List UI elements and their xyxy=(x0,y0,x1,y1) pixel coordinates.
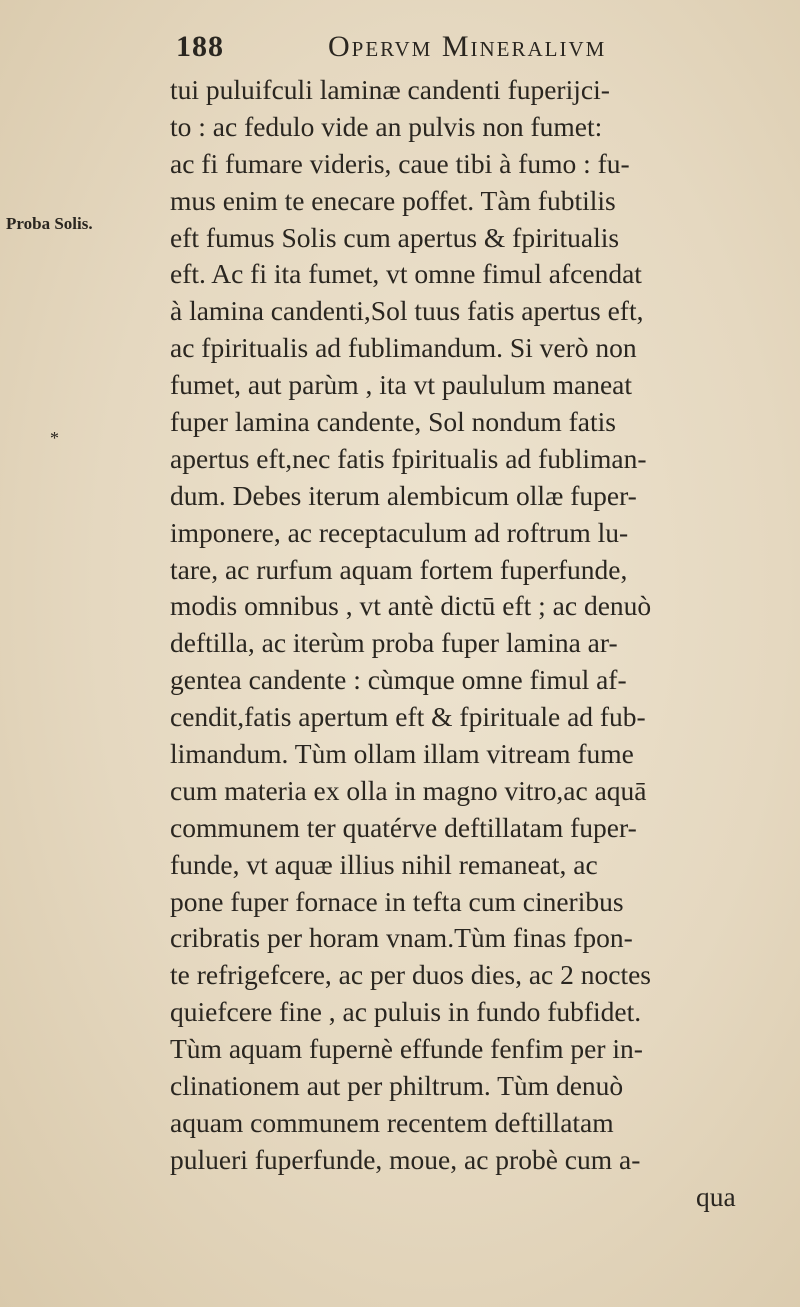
text-line: communem ter quatérve deftillatam fuper- xyxy=(170,811,637,843)
text-line: cendit,fatis apertum eft & fpirituale ad fub- xyxy=(170,701,646,733)
text-line: fumet, aut parùm , ita vt paululum maneat xyxy=(170,369,633,401)
text-line: gentea candente : cùmque omne fimul af- xyxy=(170,664,627,696)
text-line: aquam communem recentem deftillatam xyxy=(170,1106,614,1138)
text-line: mus enim te enecare poffet. Tàm fubtilis xyxy=(170,184,616,216)
text-line: te refrigefcere, ac per duos dies, ac 2 noctes xyxy=(170,959,651,991)
text-line: imponere, ac receptaculum ad roftrum lu- xyxy=(170,516,629,548)
page-header xyxy=(168,30,788,70)
text-line: pulueri fuperfunde, moue, ac probè cum a- xyxy=(170,1143,641,1175)
text-line: dum. Debes iterum alembicum ollæ fuper- xyxy=(170,479,637,511)
text-line: apertus eft,nec fatis fpiritualis ad fubliman- xyxy=(170,442,647,474)
text-line: quiefcere fine , ac puluis in fundo fubfidet. xyxy=(170,996,642,1028)
text-line: modis omnibus , vt antè dictū eft ; ac denuò xyxy=(170,590,652,622)
text-line: eft fumus Solis cum apertus & fpiritualis xyxy=(170,221,620,253)
text-line: ac fpiritualis ad fublimandum. Si verò non xyxy=(170,332,637,364)
text-line: ac fi fumare videris, caue tibi à fumo : fu- xyxy=(170,147,630,179)
page-number: 188 xyxy=(176,30,224,63)
text-line: funde, vt aquæ illius nihil remaneat, ac xyxy=(170,848,598,880)
text-line: Tùm aquam fupernè effunde fenfim per in- xyxy=(170,1033,643,1065)
catchword: qua xyxy=(696,1180,736,1212)
body-text xyxy=(170,72,782,1216)
running-title: Opervm Mineralivm xyxy=(328,30,607,63)
text-line: clinationem aut per philtrum. Tùm denuò xyxy=(170,1070,624,1102)
text-line: limandum. Tùm ollam illam vitream fume xyxy=(170,738,634,770)
text-line: tui puluifculi laminæ candenti fuperijci- xyxy=(170,74,610,105)
text-line: fuper lamina candente, Sol nondum fatis xyxy=(170,406,616,438)
text-line: pone fuper fornace in tefta cum cineribus xyxy=(170,885,624,917)
text-line: cum materia ex olla in magno vitro,ac aquā xyxy=(170,774,647,806)
text-line: cribratis per horam vnam.Tùm finas fpon- xyxy=(170,922,633,954)
text-line: eft. Ac fi ita fumet, vt omne fimul afcendat xyxy=(170,258,642,290)
margin-mark: * xyxy=(50,428,59,448)
text-line: deftilla, ac iterùm proba fuper lamina ar- xyxy=(170,627,618,659)
text-line: à lamina candenti,Sol tuus fatis apertus eft, xyxy=(170,295,644,327)
text-line: tare, ac rurfum aquam fortem fuperfunde, xyxy=(170,553,628,585)
text-line: to : ac fedulo vide an pulvis non fumet: xyxy=(170,110,603,142)
margin-note: Proba Solis. xyxy=(6,214,93,233)
